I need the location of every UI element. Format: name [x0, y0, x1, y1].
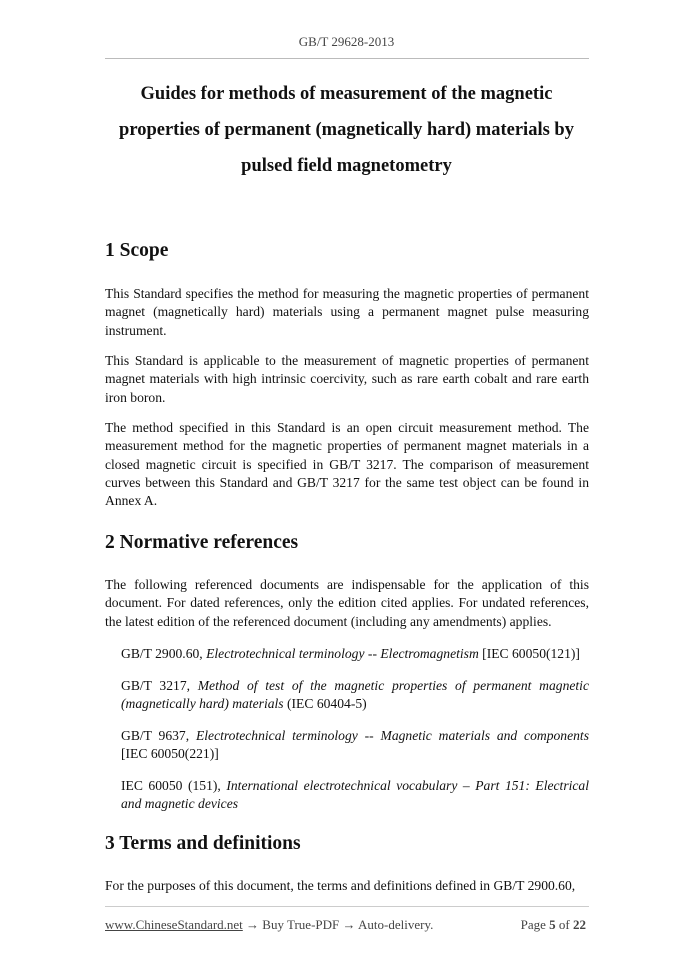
title-line: Guides for methods of measurement of the magnetic — [140, 84, 553, 104]
document-title — [90, 76, 603, 184]
footer-left — [105, 917, 433, 933]
section-heading-normative-references: 2 Normative references — [105, 532, 299, 553]
arrow-icon: → — [342, 917, 356, 932]
arrow-icon: → — [246, 917, 260, 932]
paragraph: This Standard is applicable to the measurement of magnetic properties of permanent magnet materials with high intrinsic coercivity, such as rare earth cobalt and rare earth iron boron. — [105, 353, 589, 405]
reference-item: GB/T 9637, Electrotechnical terminology -- Magnetic materials and components [IEC 60050(221)] — [121, 728, 589, 762]
buy-text: Buy True-PDF — [262, 917, 340, 932]
reference-item: GB/T 3217, Method of test of the magnetic properties of permanent magnetic (magnetically hard) materials (IEC 60404-5) — [121, 678, 589, 712]
delivery-text: Auto-delivery. — [358, 917, 434, 932]
header-rule — [105, 58, 589, 59]
paragraph: The method specified in this Standard is an open circuit measurement method. The measurement method for the magnetic properties of permanent magnet materials in a closed magnetic circuit is specified in GB/T 3217. The comparison of measurement curves between this Standard and GB/T 3217 for the same test object can be found in Annex A. — [105, 420, 589, 509]
section-heading-terms-definitions: 3 Terms and definitions — [105, 833, 301, 854]
running-header: GB/T 29628-2013 — [298, 34, 395, 49]
page-number: Page 5 of 22 — [520, 917, 586, 932]
reference-item: IEC 60050 (151), International electrotechnical vocabulary – Part 151: Electrical and magnetic devices — [121, 778, 589, 812]
title-line: properties of permanent (magnetically hard) materials by — [119, 120, 574, 140]
paragraph: For the purposes of this document, the terms and definitions defined in GB/T 2900.60, — [105, 878, 576, 893]
paragraph: The following referenced documents are indispensable for the application of this document. For dated references, only the edition cited applies. For undated references, the latest edition of the referenced document (including any amendments) applies. — [105, 577, 589, 629]
title-line: pulsed field magnetometry — [241, 156, 452, 176]
footer-rule — [105, 906, 589, 907]
section-heading-scope: 1 Scope — [105, 240, 169, 261]
paragraph: This Standard specifies the method for measuring the magnetic properties of permanent magnet (magnetically hard) materials using a permanent magnet pulse measuring instrument. — [105, 286, 589, 338]
reference-item: GB/T 2900.60, Electrotechnical terminology -- Electromagnetism [IEC 60050(121)] — [121, 646, 580, 661]
website-link[interactable]: www.ChineseStandard.net — [105, 917, 243, 932]
